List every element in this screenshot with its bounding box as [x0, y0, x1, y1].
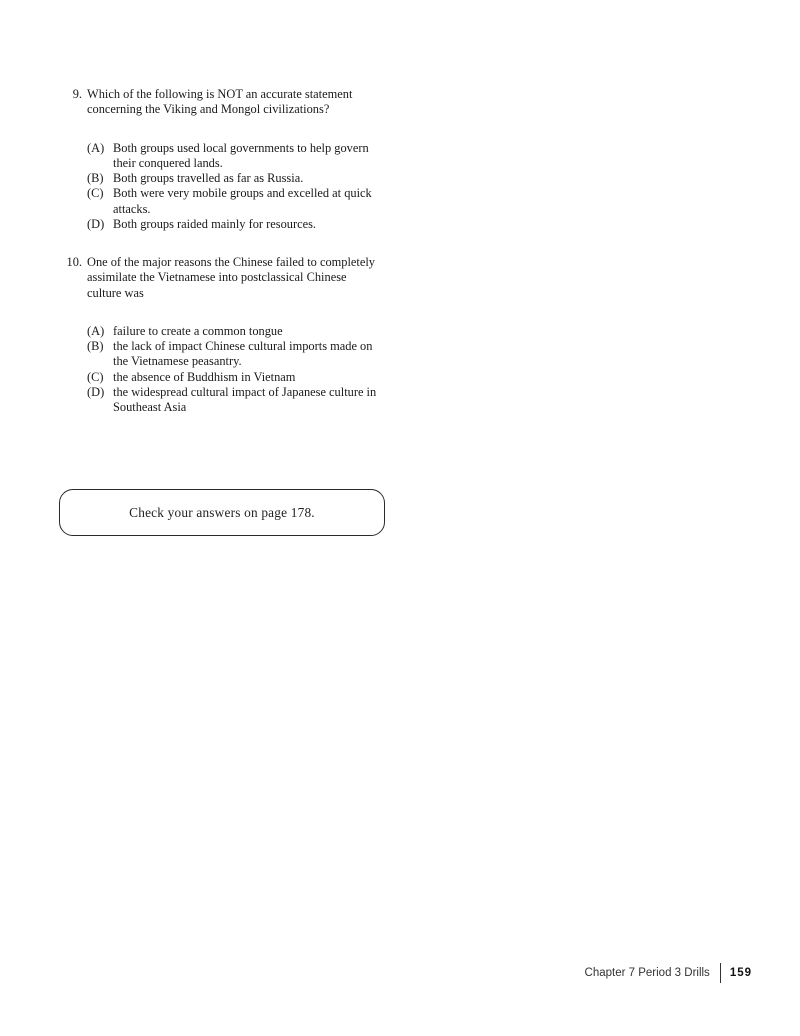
- choice-d: [87, 217, 392, 232]
- choice-line: the lack of impact Chinese cultural imports made on: [113, 339, 373, 354]
- chapter-title: Chapter 7 Period 3 Drills: [584, 967, 710, 979]
- choice-b: [87, 339, 392, 370]
- choice-c: [87, 186, 392, 217]
- choice-line: Both were very mobile groups and excelled at quick: [113, 186, 372, 201]
- footer-divider: [720, 963, 721, 983]
- question-number: 9.: [72, 87, 82, 101]
- stem-line: culture was: [87, 285, 144, 300]
- question-10: [62, 255, 392, 416]
- check-answers-box: [59, 489, 385, 536]
- choice-b: [87, 171, 392, 186]
- choice-letter: (C): [87, 369, 104, 384]
- stem-line: assimilate the Vietnamese into postclassical Chinese: [87, 270, 347, 285]
- stem-line: Which of the following is NOT an accurate statement: [87, 87, 353, 101]
- page-number: 159: [729, 967, 752, 979]
- choice-line: Southeast Asia: [113, 400, 187, 415]
- choice-letter: (A): [87, 323, 105, 338]
- choice-line: Both groups used local governments to help govern: [113, 140, 369, 155]
- question-9: [62, 87, 392, 232]
- choice-line: the absence of Buddhism in Vietnam: [113, 369, 296, 384]
- choice-a: [87, 324, 392, 339]
- answer-choices: [62, 141, 392, 233]
- check-answers-text: Check your answers on page 178.: [129, 504, 315, 520]
- choice-letter: (D): [87, 217, 105, 232]
- choice-line: their conquered lands.: [113, 155, 223, 170]
- choice-line: failure to create a common tongue: [113, 323, 283, 338]
- choice-line: the widespread cultural impact of Japanese culture in: [113, 385, 377, 400]
- question-stem: [62, 255, 392, 301]
- choice-c: [87, 370, 392, 385]
- choice-letter: (C): [87, 186, 104, 201]
- choice-letter: (B): [87, 339, 104, 354]
- choice-line: the Vietnamese peasantry.: [113, 354, 242, 369]
- choice-line: Both groups raided mainly for resources.: [113, 217, 317, 232]
- choice-letter: (D): [87, 385, 105, 400]
- stem-line: concerning the Viking and Mongol civilizations?: [87, 102, 330, 117]
- choice-d: [87, 385, 392, 416]
- choice-letter: (A): [87, 140, 105, 155]
- question-number: 10.: [66, 255, 82, 269]
- stem-line: One of the major reasons the Chinese failed to completely: [87, 255, 375, 269]
- choice-line: attacks.: [113, 201, 151, 216]
- page-footer: [585, 963, 752, 983]
- question-stem: [62, 87, 392, 118]
- choice-line: Both groups travelled as far as Russia.: [113, 171, 304, 186]
- choice-letter: (B): [87, 171, 104, 186]
- choice-a: [87, 141, 392, 172]
- answer-choices: [62, 324, 392, 416]
